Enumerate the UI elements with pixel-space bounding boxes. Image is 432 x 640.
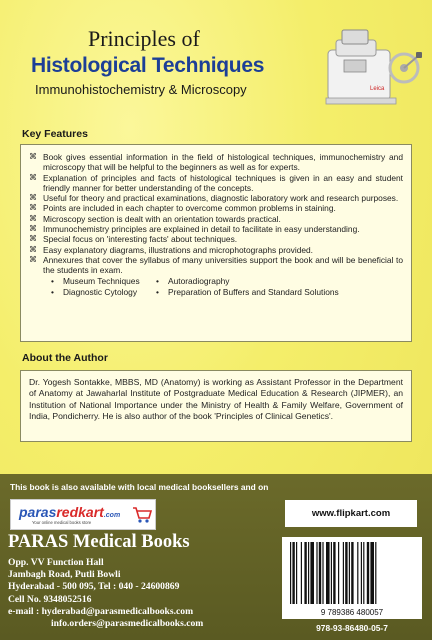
feature-item: ⌘ Explanation of principles and facts of histological techniques is given in an easy and student friendly manner for better understanding of the concepts. xyxy=(29,172,403,193)
cross-bullet-icon: ⌘ xyxy=(29,224,37,234)
cross-bullet-icon: ⌘ xyxy=(29,152,37,161)
sub-feature-item: • Museum Techniques xyxy=(51,275,140,286)
cross-bullet-icon: ⌘ xyxy=(29,203,37,213)
availability-text: This book is also available with local medical booksellers and on xyxy=(10,482,269,492)
shopping-cart-icon xyxy=(131,505,153,525)
parasredkart-logo[interactable] xyxy=(10,499,156,530)
publisher-address xyxy=(8,557,203,630)
store-tagline: Your online medical books store xyxy=(32,520,92,525)
cross-bullet-icon: ⌘ xyxy=(29,213,37,223)
cross-bullet-icon: ⌘ xyxy=(29,244,37,254)
author-bio: Dr. Yogesh Sontakke, MBBS, MD (Anatomy) is working as Assistant Professor in the Department of Anatomy at Jawaharlal Institute of Postgraduate Medical Education & Research (JIPMER), an Institution of National Importance under the Ministry of Health & Family Welfare, Government of India, Pondicherry. He is also author of the book 'Principles of Clinical Genetics'. xyxy=(29,377,403,421)
feature-item: ⌘ Special focus on 'interesting facts' about techniques. xyxy=(29,234,238,245)
microtome-brand: Leica xyxy=(370,86,385,92)
microtome-image xyxy=(322,20,424,112)
cross-bullet-icon: ⌘ xyxy=(29,193,37,203)
key-features-heading: Key Features xyxy=(22,128,88,140)
publisher-name: PARAS Medical Books xyxy=(8,532,190,552)
barcode-digits: 9 789386 480057 xyxy=(320,608,384,617)
feature-item: ⌘ Immunochemistry principles are explained in detail to facilitate in easy understanding. xyxy=(29,224,360,235)
sub-feature-item: • Diagnostic Cytology xyxy=(51,287,138,298)
feature-item: ⌘ Points are included in each chapter to overcome common problems in staining. xyxy=(29,203,336,214)
cross-bullet-icon: ⌘ xyxy=(29,172,37,182)
sub-feature-item: • Autoradiography xyxy=(156,275,230,286)
feature-item: ⌘ Annexures that cover the syllabus of many universities support the book and will be beneficial to the students in exam. xyxy=(29,254,403,276)
about-author-box xyxy=(20,370,412,442)
address-line: Cell No. 9348052516 xyxy=(8,593,92,605)
subtitle: Immunohistochemistry & Microscopy xyxy=(35,82,247,97)
website-link[interactable]: www.flipkart.com xyxy=(285,500,417,527)
cross-bullet-icon: ⌘ xyxy=(29,234,37,244)
address-line: Hyderabad - 500 095, Tel : 040 - 24600869 xyxy=(8,581,180,593)
publisher-band xyxy=(0,474,432,640)
cross-bullet-icon: ⌘ xyxy=(29,254,37,264)
store-name: parasredkart.com xyxy=(19,504,121,520)
address-line: info.orders@parasmedicalbooks.com xyxy=(51,618,204,630)
feature-item: ⌘ Microscopy section is dealt with an orientation towards practical. xyxy=(29,213,281,224)
address-line: Jambagh Road, Putli Bowli xyxy=(8,569,121,581)
key-features-box xyxy=(20,144,412,342)
about-author-heading: About the Author xyxy=(22,352,108,364)
sub-feature-item: • Preparation of Buffers and Standard Solutions xyxy=(156,287,339,298)
feature-list xyxy=(29,152,403,276)
feature-item: ⌘ Useful for theory and practical examinations, diagnostic laboratory work and research purposes. xyxy=(29,193,399,204)
feature-item: ⌘ Book gives essential information in the field of histological techniques, immunochemistry and microscopy that will be helpful to the beginners as well as for experts. xyxy=(29,152,403,173)
title-line-2: Histological Techniques xyxy=(31,54,265,77)
address-line: e-mail : hyderabad@parasmedicalbooks.com xyxy=(8,605,194,617)
isbn-number: 978-93-86480-05-7 xyxy=(316,623,388,633)
address-line: Opp. VV Function Hall xyxy=(8,557,104,568)
title-area xyxy=(0,0,432,122)
barcode-graphic xyxy=(282,537,422,619)
title-line-1: Principles of xyxy=(88,26,200,51)
barcode xyxy=(282,537,422,619)
feature-item: ⌘ Easy explanatory diagrams, illustrations and microphotographs provided. xyxy=(29,244,314,255)
sub-feature-grid xyxy=(51,276,403,299)
